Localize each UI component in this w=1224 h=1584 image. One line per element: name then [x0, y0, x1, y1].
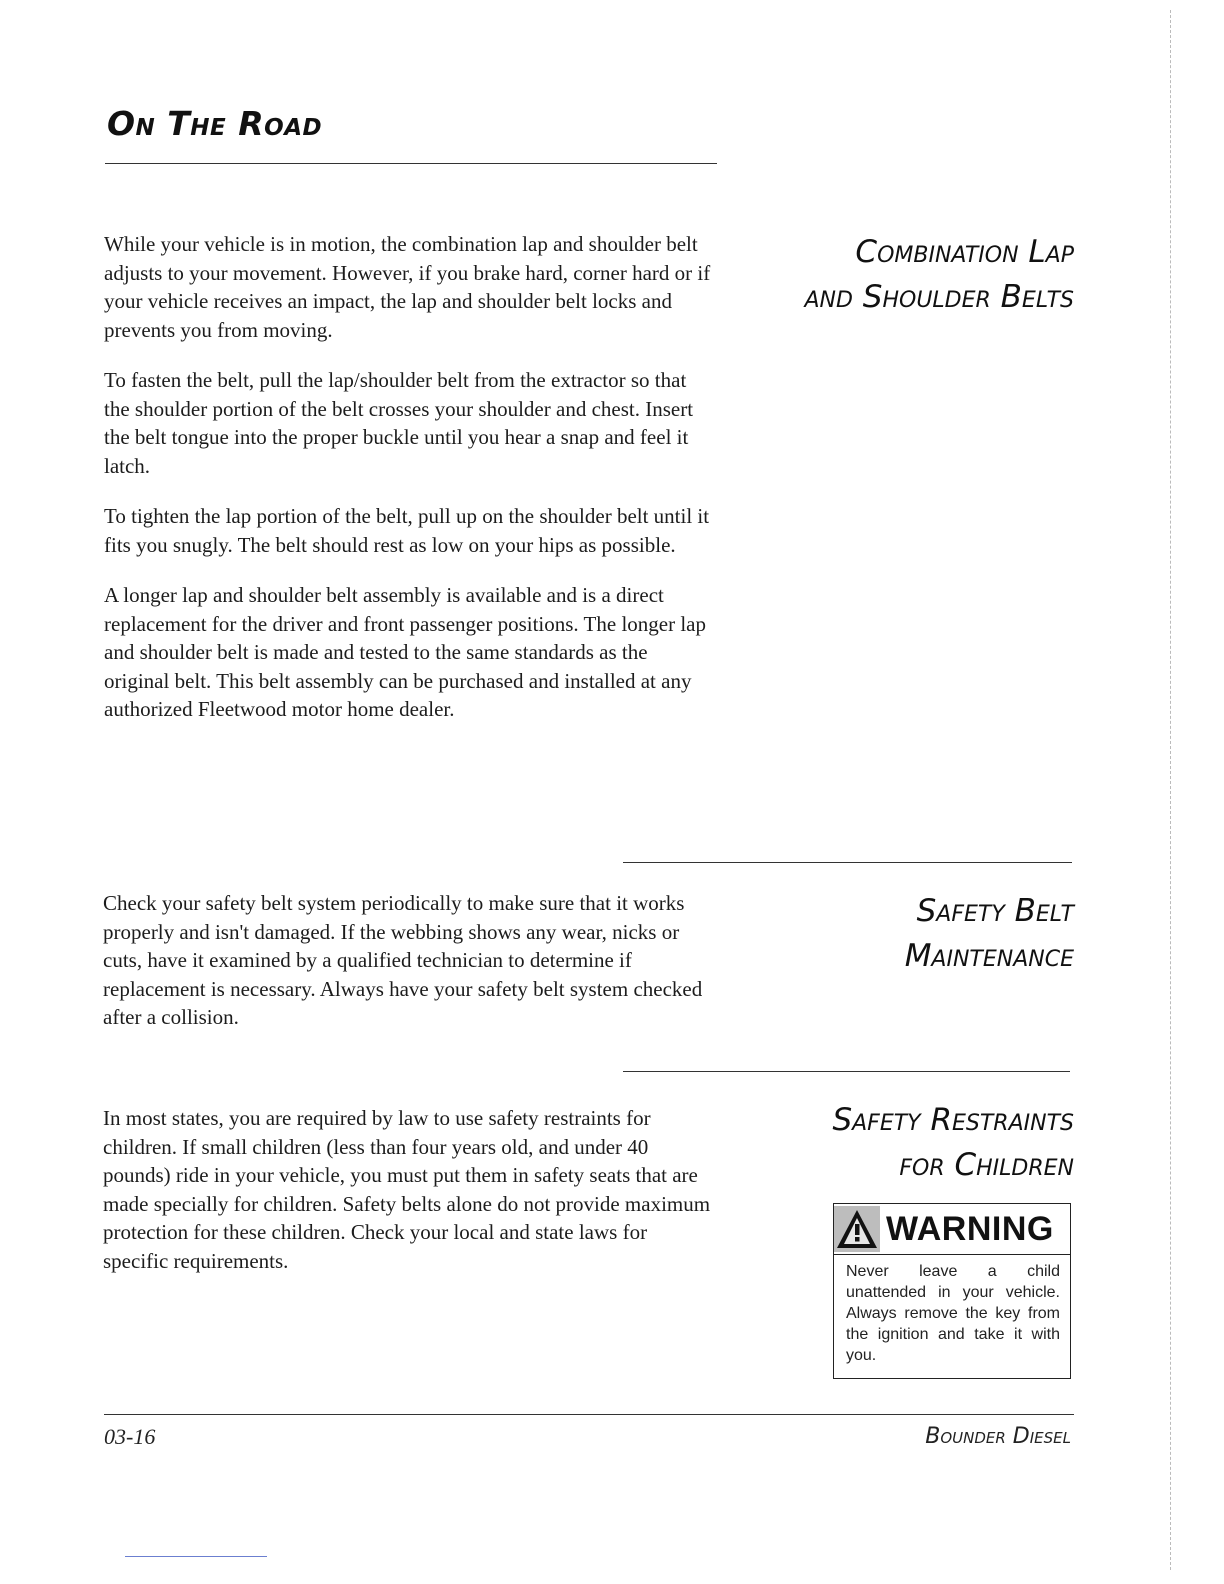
scan-mark	[125, 1556, 267, 1557]
paragraph: To fasten the belt, pull the lap/shoulder belt from the extractor so that the shoulder portion of the belt crosses your shoulder and chest. Insert the belt tongue into the proper buckle until you hear a snap and feel it latch.	[104, 368, 694, 478]
section-divider	[623, 862, 1072, 863]
section-belt-maintenance-heading	[740, 889, 1074, 979]
section-belt-maintenance-text	[103, 889, 715, 1032]
heading-line: Safety Restraints	[832, 1102, 1074, 1138]
scan-edge-line	[1170, 10, 1171, 1570]
document-title: Bounder Diesel	[925, 1424, 1071, 1449]
section-child-restraints-text	[103, 1104, 715, 1275]
paragraph: While your vehicle is in motion, the combination lap and shoulder belt adjusts to your movement. However, if you brake hard, corner hard or if your vehicle receives an impact, the lap and shoulder belt locks and prevents you from moving.	[104, 232, 711, 342]
section-divider	[623, 1071, 1070, 1072]
warning-text: Never leave a child unattended in your vehicle. Always remove the key from the ignition and take it with you.	[846, 1263, 1060, 1364]
warning-triangle-icon	[834, 1206, 880, 1252]
heading-line: Maintenance	[904, 938, 1074, 974]
section-child-restraints-heading	[740, 1098, 1074, 1188]
warning-box	[833, 1203, 1071, 1379]
warning-header	[834, 1204, 1070, 1255]
page-number: 03-16	[104, 1424, 156, 1449]
heading-line: for Children	[899, 1147, 1074, 1183]
paragraph: To tighten the lap portion of the belt, pull up on the shoulder belt until it fits you snugly. The belt should rest as low on your hips as possible.	[104, 504, 710, 557]
heading-line: Safety Belt	[916, 893, 1074, 929]
heading-line: and Shoulder Belts	[804, 279, 1074, 315]
heading-line: Combination Lap	[855, 234, 1074, 270]
header-rule	[105, 163, 717, 164]
paragraph: A longer lap and shoulder belt assembly is available and is a direct replacement for the driver and front passenger positions. The longer lap and shoulder belt is made and tested to the same standards as the original belt. This belt assembly can be purchased and installed at any authorized Fleetwood motor home dealer.	[104, 583, 706, 721]
paragraph: In most states, you are required by law to use safety restraints for children. If small children (less than four years old, and under 40 pounds) ride in your vehicle, you must put them in safety seats that are made specially for children. Safety belts alone do not provide maximum protection for these children. Check your local and state laws for specific requirements.	[103, 1106, 711, 1273]
page-header-title: On The Road	[107, 104, 323, 143]
paragraph: Check your safety belt system periodically to make sure that it works properly and isn't damaged. If the webbing shows any wear, nicks or cuts, have it examined by a qualified technician to determine if replacement is necessary. Always have your safety belt system checked after a collision.	[103, 891, 703, 1029]
section-combination-belts-text	[104, 230, 716, 724]
warning-title: WARNING	[886, 1209, 1054, 1248]
section-combination-belts-heading	[740, 230, 1074, 320]
footer-rule	[104, 1414, 1074, 1415]
